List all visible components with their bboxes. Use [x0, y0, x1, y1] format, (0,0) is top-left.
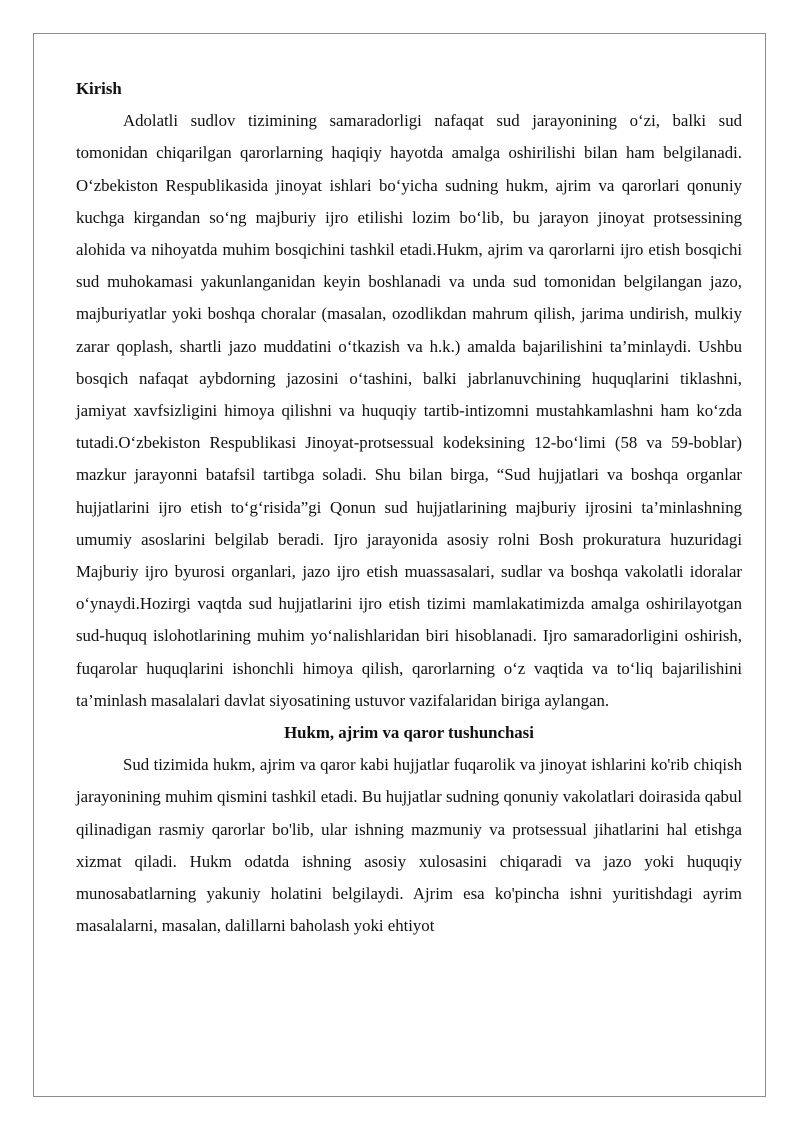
document-body: [76, 73, 742, 942]
concepts-paragraph: Sud tizimida hukm, ajrim va qaror kabi hujjatlar fuqarolik va jinoyat ishlarini ko'rib chiqish jarayonining muhim qismini tashkil etadi. Bu hujjatlar sudning qonuniy vakolatlari doirasida qabul qilinadigan rasmiy qarorlar bo'lib, ular ishning mazmuniy va protsessual jihatlarini hal etishga xizmat qiladi. Hukm odatda ishning asosiy xulosasini chiqaradi va jazo yoki huquqiy munosabatlarning yakuniy holatini belgilaydi. Ajrim esa ko'pincha ishni yuritishdagi ayrim masalalarni, masalan, dalillarni baholash yoki ehtiyot: [76, 755, 742, 936]
introduction-paragraph: Adolatli sudlov tizimining samaradorligi nafaqat sud jarayonining o‘zi, balki sud tomonidan chiqarilgan qarorlarning haqiqiy hayotda amalga oshirilishi bilan ham belgilanadi. O‘zbekiston Respublikasida jinoyat ishlari bo‘yicha sudning hukm, ajrim va qarorlari qonuniy kuchga kirgandan so‘ng majburiy ijro etilishi lozim bo‘lib, bu jarayon jinoyat protsessining alohida va nihoyatda muhim bosqichini tashkil etadi.Hukm, ajrim va qarorlarni ijro etish bosqichi sud muhokamasi yakunlanganidan keyin boshlanadi va unda sud tomonidan belgilangan jazo, majburiyatlar yoki boshqa choralar (masalan, ozodlikdan mahrum qilish, jarima undirish, mulkiy zarar qoplash, shartli jazo muddatini o‘tkazish va h.k.) amalda bajarilishini ta’minlaydi. Ushbu bosqich nafaqat aybdorning jazosini o‘tashini, balki jabrlanuvchining huquqlarini tiklashni, jamiyat xavfsizligini himoya qilishni va huquqiy tartib-intizomni mustahkamlashni ham ko‘zda tutadi.O‘zbekiston Respublikasi Jinoyat-protsessual kodeksining 12-bo‘limi (58 va 59-boblar) mazkur jarayonni batafsil tartibga soladi. Shu bilan birga, “Sud hujjatlari va boshqa organlar hujjatlarini ijro etish to‘g‘risida”gi Qonun sud hujjatlarining majburiy ijrosini ta’minlashning umumiy asoslarini belgilab beradi. Ijro jarayonida asosiy rolni Bosh prokuratura huzuridagi Majburiy ijro byurosi organlari, jazo ijro etish muassasalari, sudlar va boshqa vakolatli idoralar o‘ynaydi.Hozirgi vaqtda sud hujjatlarini ijro etish tizimi mamlakatimizda amalga oshirilayotgan sud-huquq islohotlarining muhim yo‘nalishlaridan biri hisoblanadi. Ijro samaradorligini oshirish, fuqarolar huquqlarini ishonchli himoya qilish, qarorlarning o‘z vaqtida va to‘liq bajarilishini ta’minlash masalalari davlat siyosatining ustuvor vazifalaridan biriga aylangan.: [76, 111, 742, 710]
section-heading-concepts: Hukm, ajrim va qaror tushunchasi: [284, 723, 534, 743]
section-heading-introduction: Kirish: [76, 79, 122, 98]
